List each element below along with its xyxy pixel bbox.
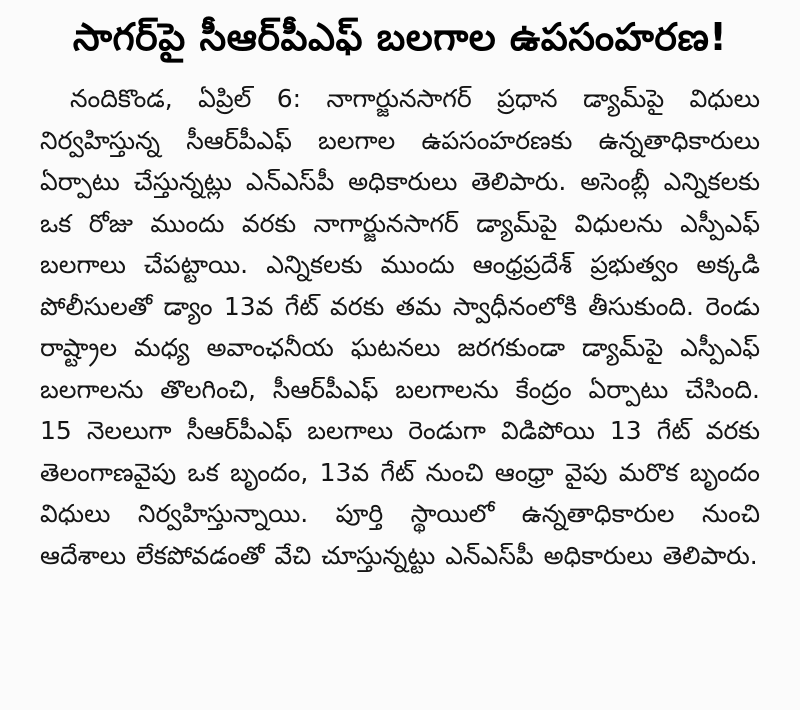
headline: సాగర్‌పై సీఆర్‌పీఎఫ్ బలగాల ఉపసంహరణ! [72,15,728,59]
article-body: నందికొండ, ఏప్రిల్ 6: నాగార్జునసాగర్ ప్రధాన డ్యామ్‌పై విధులు నిర్వహిస్తున్న సీఆర్‌పీఎఫ్ బలగాల ఉపసంహరణకు ఉన్నతాధికారులు ఏర్పాటు చేస్తున్నట్లు ఎన్‌ఎస్‌పీ అధికారులు తెలిపారు. అసెంబ్లీ ఎన్నికలకు ఒక రోజు ముందు వరకు నాగార్జునసాగర్ డ్యామ్‌పై విధులను ఎస్పీఎఫ్ బలగాలు చేపట్టాయి. ఎన్నికలకు ముందు ఆంధ్రప్రదేశ్ ప్రభుత్వం అక్కడి పోలీసులతో డ్యాం 13వ గేట్ వరకు తమ స్వాధీనంలోకి తీసుకుంది. రెండు రాష్ట్రాల మధ్య అవాంఛనీయ ఘటనలు జరగకుండా డ్యామ్‌పై ఎస్పీఎఫ్ బలగాలను తొలగించి, సీఆర్‌పీఎఫ్ బలగాలను కేంద్రం ఏర్పాటు చేసింది. 15 నెలలుగా సీఆర్‌పీఎఫ్ బలగాలు రెండుగా విడిపోయి 13 గేట్ వరకు తెలంగాణవైపు ఒక బృందం, 13వ గేట్ నుంచి ఆంధ్రా వైపు మరొక బృందం విధులు నిర్వహిస్తున్నాయి. పూర్తి స్థాయిలో ఉన్నతాధికారుల నుంచి ఆదేశాలు లేకపోవడంతో వేచి చూస్తున్నట్టు ఎన్‌ఎస్‌పీ అధికారులు తెలిపారు. [40,84,760,570]
